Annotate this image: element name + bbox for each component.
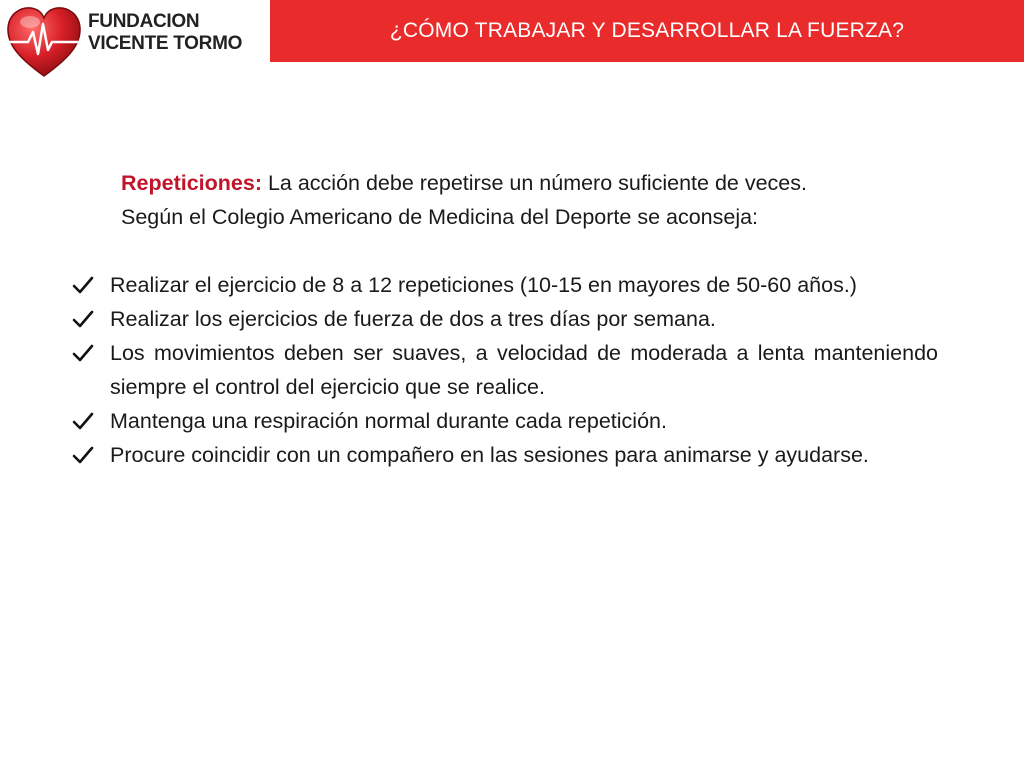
list-item	[72, 302, 938, 336]
slide-title: ¿CÓMO TRABAJAR Y DESARROLLAR LA FUERZA?	[389, 19, 905, 42]
checkmark-icon	[72, 411, 94, 431]
list-item	[72, 404, 938, 438]
foundation-logo	[4, 4, 244, 80]
title-bar	[270, 0, 1024, 62]
recommendation-list	[72, 268, 938, 472]
list-item	[72, 336, 938, 404]
intro-line-1-text: La acción debe repetirse un número suficiente de veces.	[261, 171, 807, 195]
checkmark-icon	[72, 343, 94, 363]
intro-line-2: Según el Colegio Americano de Medicina del Deporte se aconseja:	[121, 205, 759, 229]
list-item	[72, 268, 938, 302]
logo-line-2: VICENTE TORMO	[88, 33, 243, 54]
intro-line-1	[121, 166, 951, 200]
list-item-text: Mantenga una respiración normal durante cada repetición.	[110, 409, 667, 433]
logo-text	[88, 11, 242, 55]
list-item-text: Realizar los ejercicios de fuerza de dos a tres días por semana.	[110, 307, 716, 331]
logo-line-1: FUNDACION	[88, 11, 200, 32]
checkmark-icon	[72, 309, 94, 329]
intro-lead: Repeticiones:	[121, 171, 262, 195]
list-item-text: Procure coincidir con un compañero en las sesiones para animarse y ayudarse.	[110, 443, 869, 467]
list-item	[72, 438, 938, 472]
list-item-text: Los movimientos deben ser suaves, a velocidad de moderada a lenta manteniendo siempre el control del ejercicio que se realice.	[110, 341, 938, 399]
list-item-text: Realizar el ejercicio de 8 a 12 repeticiones (10-15 en mayores de 50-60 años.)	[110, 273, 857, 297]
checkmark-icon	[72, 275, 94, 295]
heart-pulse-icon	[4, 4, 84, 80]
checkmark-icon	[72, 445, 94, 465]
intro-paragraph	[121, 166, 951, 234]
